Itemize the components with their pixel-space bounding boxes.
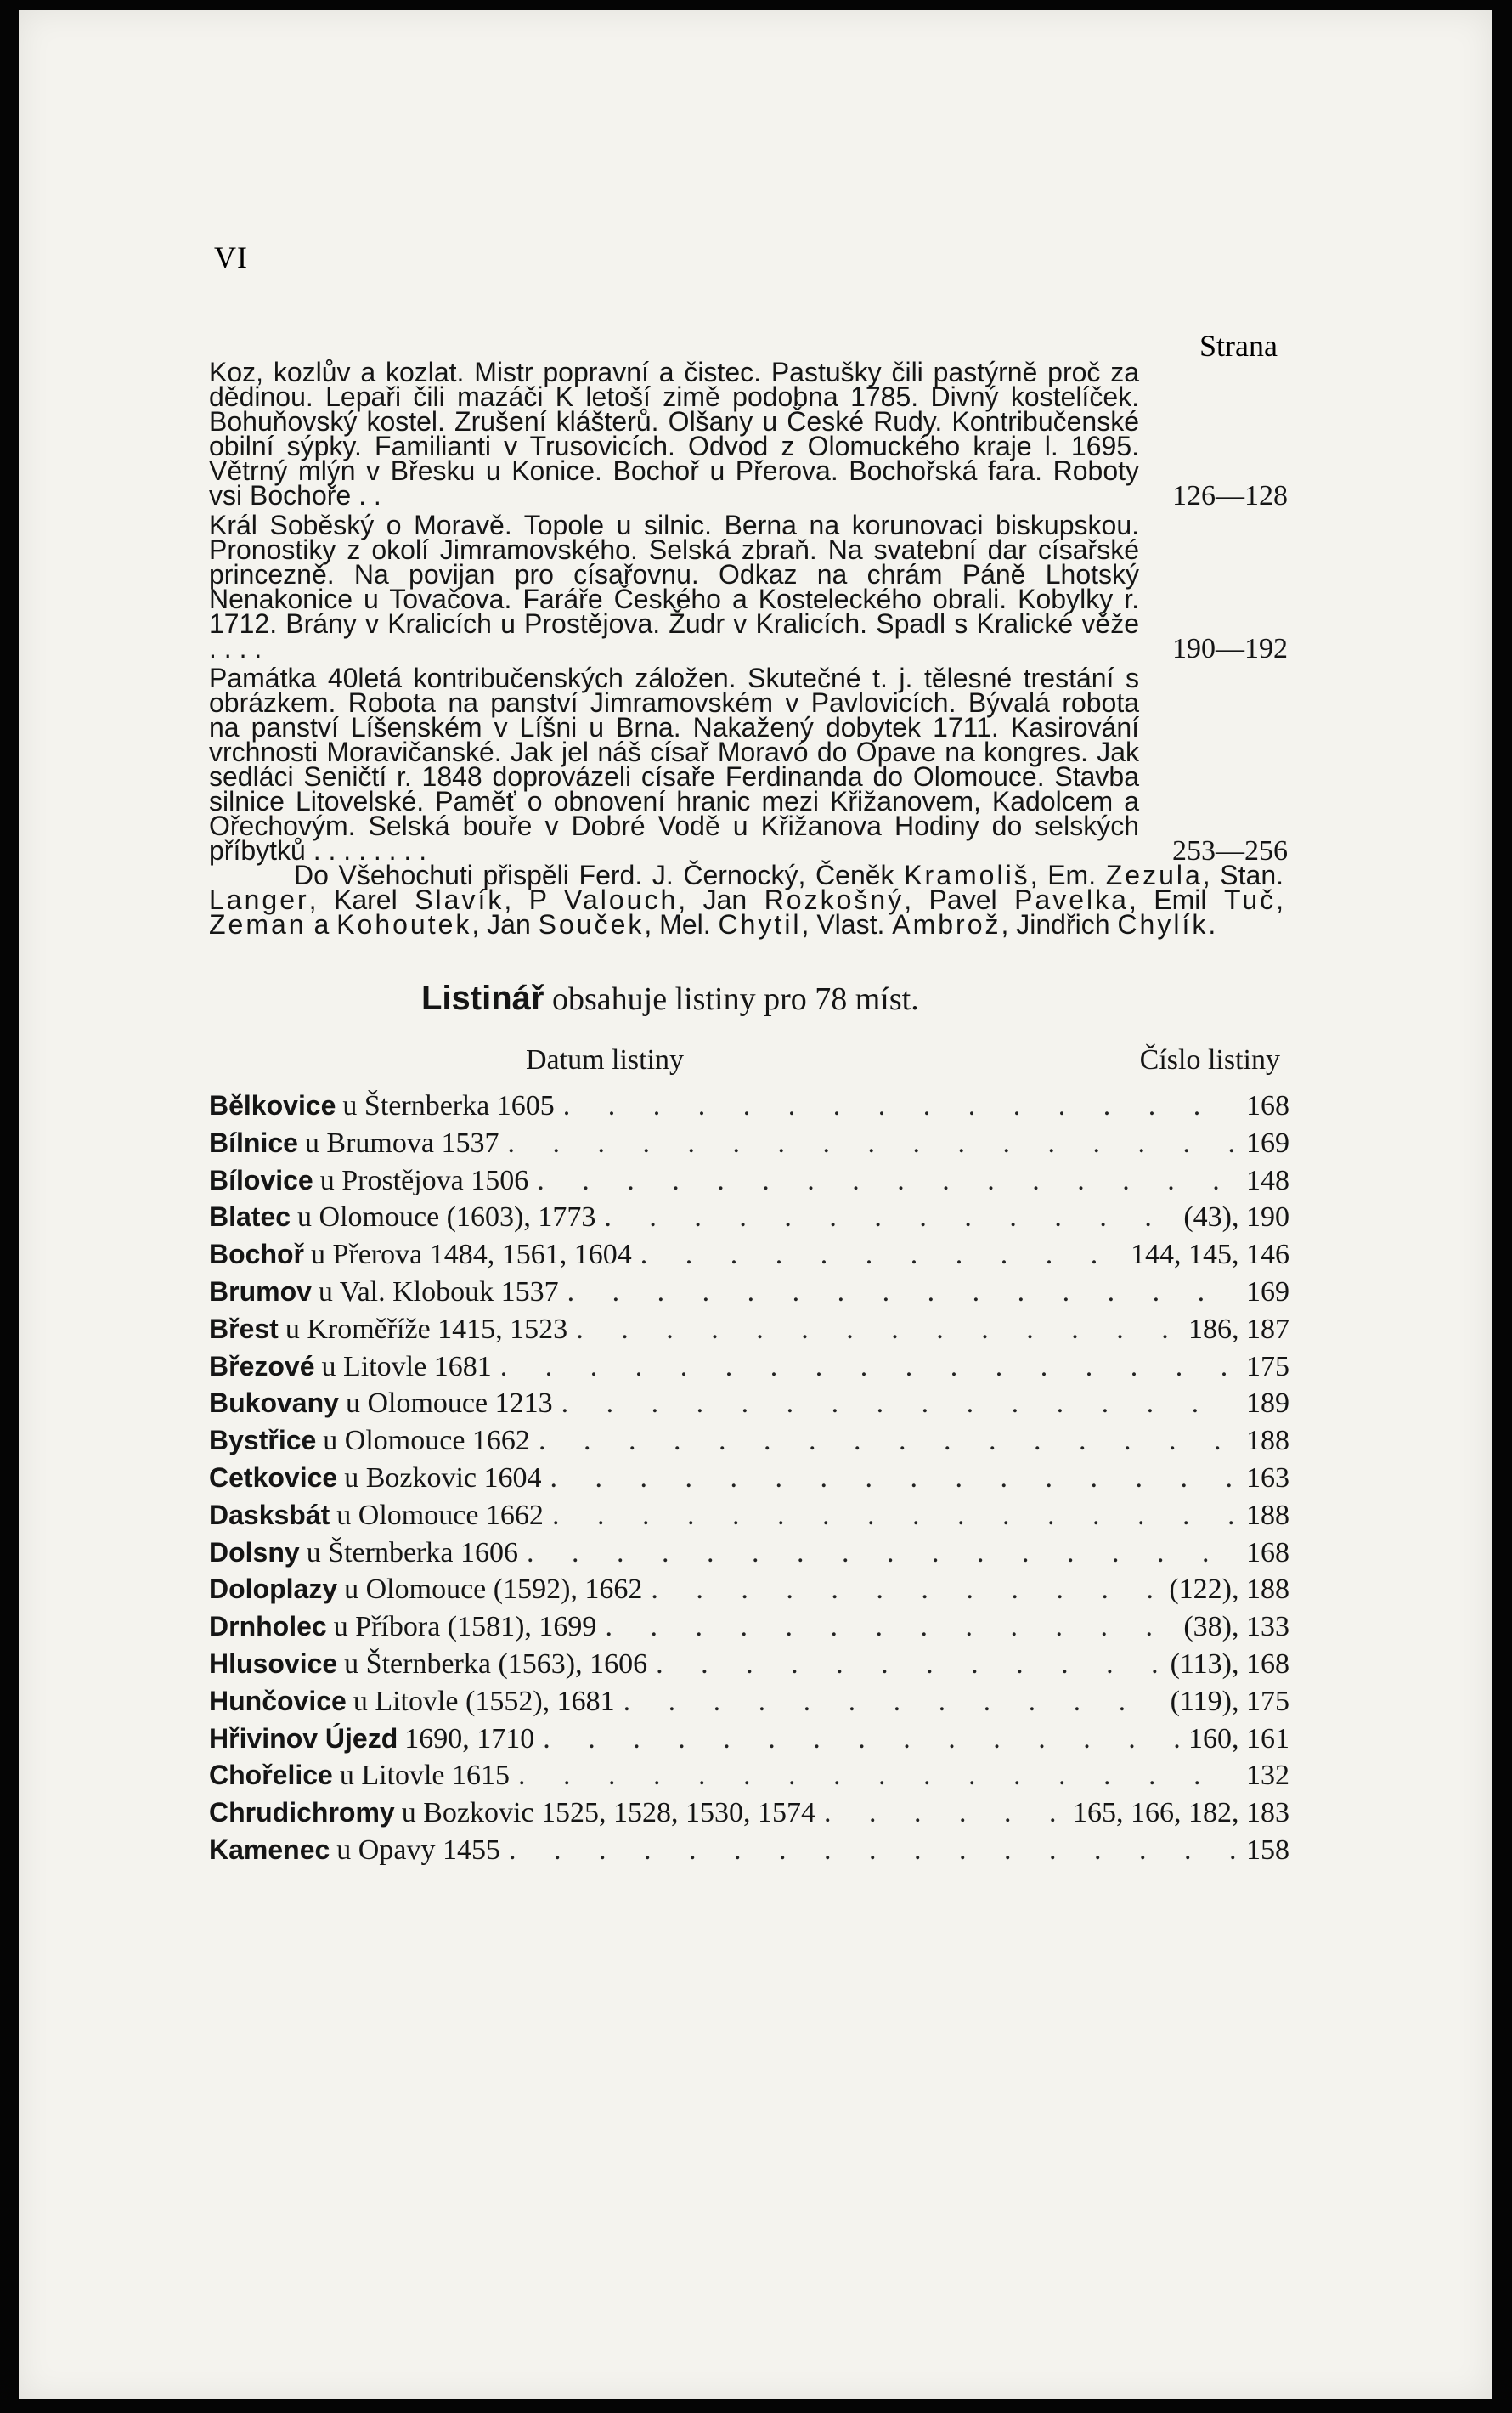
contributors-text: , Mel.	[644, 909, 711, 940]
document-number: 168	[1246, 1536, 1289, 1568]
contributor-name: Slavík	[415, 884, 505, 915]
document-place: Kamenec	[209, 1834, 330, 1865]
document-place: Bělkovice	[209, 1090, 336, 1121]
dot-leader	[527, 1534, 1238, 1572]
document-date: u Brumova 1537	[304, 1127, 499, 1159]
document-number: 188	[1246, 1499, 1289, 1531]
documents-list-header	[526, 1045, 1280, 1076]
document-number: 158	[1246, 1834, 1289, 1866]
document-row	[209, 1236, 1289, 1274]
document-row	[209, 1683, 1289, 1721]
document-row	[209, 1311, 1289, 1348]
dot-leader	[605, 1608, 1175, 1646]
document-place: Hřivinov Újezd	[209, 1722, 398, 1754]
contributor-name: Chylík	[1117, 909, 1209, 940]
contributors-text: , P	[504, 884, 547, 915]
document-date: u Val. Klobouk 1537	[318, 1275, 559, 1308]
document-place: Bílnice	[209, 1127, 298, 1158]
document-row	[209, 1088, 1289, 1125]
document-date: u Příbora (1581), 1699	[333, 1611, 597, 1643]
listinar-title: Listinář	[421, 980, 544, 1017]
document-date: u Litovle (1552), 1681	[353, 1685, 615, 1717]
contributors-text: , Vlast.	[801, 909, 885, 940]
contributor-name: Kramoliš	[904, 860, 1030, 890]
dot-leader	[518, 1757, 1238, 1794]
document-date: u Šternberka 1605	[342, 1090, 555, 1122]
column-date-heading: Datum listiny	[526, 1044, 685, 1076]
document-row	[209, 1497, 1289, 1534]
document-place: Bukovany	[209, 1387, 339, 1419]
document-place: Doloplazy	[209, 1574, 338, 1605]
document-number: 160, 161	[1188, 1722, 1289, 1755]
dot-leader	[561, 1385, 1238, 1422]
document-number: 165, 166, 182, 183	[1073, 1797, 1289, 1829]
document-date: u Prostějova 1506	[319, 1164, 529, 1196]
contributors-text: , Pavel	[904, 884, 997, 915]
document-date: u Opavy 1455	[336, 1834, 500, 1866]
document-date: u Olomouce 1662	[336, 1499, 544, 1531]
contributor-name: Ambrož	[892, 909, 1001, 940]
dot-leader	[500, 1348, 1238, 1386]
document-row	[209, 1162, 1289, 1200]
dot-leader	[623, 1683, 1162, 1721]
dot-leader	[576, 1311, 1180, 1348]
contributor-name: Valouch	[563, 884, 679, 915]
document-date: u Kroměříže 1415, 1523	[285, 1313, 568, 1345]
document-number: 186, 187	[1188, 1313, 1289, 1345]
listinar-heading	[421, 981, 1305, 1016]
contributors-text: , Karel	[308, 884, 398, 915]
dot-leader	[824, 1794, 1064, 1832]
document-row	[209, 1422, 1289, 1460]
contributors-intro: Do Všehochuti přispěli Ferd. J. Černocký, Čeněk	[294, 860, 894, 890]
contributor-name: Rozkošný	[764, 884, 905, 915]
contributor-name: Zezula	[1105, 860, 1203, 890]
page-number: VI	[214, 240, 248, 274]
dot-leader	[550, 1460, 1238, 1497]
page-column-label: Strana	[1199, 329, 1278, 363]
document-row	[209, 1348, 1289, 1386]
dot-leader	[552, 1497, 1238, 1534]
document-number: 168	[1246, 1090, 1289, 1122]
document-number: 169	[1246, 1275, 1289, 1308]
toc-entry-text: Král Soběský o Moravě. Topole u silnic. Berna na korunovaci biskupskou. Pronostiky z okolí Jimramovského. Selská zbraň. Na svatební dar císařské princezně. Na povijan pro císařovnu. Odkaz na chrám Páně Lhotský Nenakonice u Tovačova. Faráře Českého a Kosteleckého obrali. Kobylky r. 1712. Brány v Kralicích u Prostějova. Žudr v Kralicích. Spadl s Kralické věže . . . .	[209, 510, 1139, 664]
dot-leader	[537, 1162, 1238, 1200]
document-date: 1690, 1710	[404, 1722, 535, 1755]
contributor-name: Pavelka	[1014, 884, 1129, 915]
document-row	[209, 1794, 1289, 1832]
document-row	[209, 1274, 1289, 1311]
document-place: Břest	[209, 1313, 279, 1344]
document-number: 188	[1246, 1425, 1289, 1457]
document-place: Březové	[209, 1350, 315, 1382]
contributors-paragraph	[209, 860, 1284, 940]
document-date: u Olomouce (1603), 1773	[297, 1201, 596, 1234]
document-date: u Šternberka (1563), 1606	[344, 1647, 648, 1680]
document-row	[209, 1608, 1289, 1646]
document-row	[209, 1721, 1289, 1758]
contributor-name: Zeman	[209, 909, 307, 940]
contributor-name: Souček	[538, 909, 645, 940]
document-place: Cetkovice	[209, 1461, 338, 1493]
contributors-text: , Emil	[1128, 884, 1207, 915]
dot-leader	[507, 1125, 1238, 1162]
dot-leader	[543, 1721, 1180, 1758]
document-place: Hlusovice	[209, 1647, 338, 1679]
dot-leader	[563, 1088, 1238, 1125]
document-place: Chořelice	[209, 1760, 333, 1791]
document-date: u Litovle 1615	[339, 1760, 511, 1792]
toc-entry	[209, 663, 1288, 867]
contributor-name: Kohoutek	[336, 909, 472, 940]
document-date: u Litovle 1681	[321, 1350, 492, 1382]
document-place: Bílovice	[209, 1164, 313, 1195]
dot-leader	[640, 1236, 1122, 1274]
document-row	[209, 1385, 1289, 1422]
toc-entry	[209, 357, 1288, 511]
document-row	[209, 1534, 1289, 1572]
contributors-text: , Stan.	[1202, 860, 1284, 890]
document-number: (119), 175	[1170, 1685, 1289, 1717]
document-row	[209, 1646, 1289, 1683]
contributors-text: .	[1208, 909, 1216, 940]
toc-entry-text: Koz, kozlův a kozlat. Mistr popravní a čistec. Pastušky čili pastýrně proč za dědinou. Lepaři čili mazáči K letoší zimě podobna 1785. Divný kostelíček. Bohuňovský kostel. Zrušení klášterů. Olšany u České Rudy. Kontribučenské obilní sýpky. Familianti v Trusovicích. Odvod z Olomuckého kraje l. 1695. Větrný mlýn v Břesku u Konice. Bochoř u Přerova. Bochořská fara. Roboty vsi Bochoře . .	[209, 357, 1139, 511]
toc-entry-pages: 253—256	[1172, 835, 1288, 867]
document-number: 189	[1246, 1387, 1289, 1420]
column-number-heading: Číslo listiny	[1139, 1044, 1280, 1076]
document-number: (122), 188	[1169, 1574, 1289, 1606]
document-number: (43), 190	[1183, 1201, 1289, 1234]
document-date: u Olomouce (1592), 1662	[344, 1574, 643, 1606]
document-row	[209, 1199, 1289, 1236]
document-row	[209, 1460, 1289, 1497]
document-row	[209, 1125, 1289, 1162]
document-number: 163	[1246, 1461, 1289, 1494]
toc-entry	[209, 510, 1288, 664]
document-date: u Šternberka 1606	[306, 1536, 518, 1568]
contributors-text: , Jan	[471, 909, 531, 940]
contributors-text: , Em.	[1030, 860, 1097, 890]
contributors-text: , Jindřich	[1001, 909, 1110, 940]
document-number: 175	[1246, 1350, 1289, 1382]
document-place: Brumov	[209, 1275, 312, 1307]
document-number: 144, 145, 146	[1131, 1239, 1289, 1271]
dot-leader	[651, 1571, 1160, 1608]
document-date: u Bozkovic 1525, 1528, 1530, 1574	[401, 1797, 815, 1829]
document-place: Drnholec	[209, 1611, 327, 1642]
document-number: (113), 168	[1170, 1647, 1289, 1680]
document-number: 148	[1246, 1164, 1289, 1196]
document-place: Dolsny	[209, 1536, 300, 1568]
document-date: u Olomouce 1662	[323, 1425, 530, 1457]
documents-list	[209, 1088, 1289, 1869]
document-row	[209, 1757, 1289, 1794]
listinar-text: obsahuje listiny pro 78 míst.	[551, 981, 919, 1017]
document-date: u Olomouce 1213	[345, 1387, 553, 1420]
dot-leader	[567, 1274, 1238, 1311]
document-place: Hunčovice	[209, 1685, 347, 1716]
contributor-name: Langer	[209, 884, 309, 915]
book-page	[19, 10, 1492, 2399]
contributor-name: Tuč	[1224, 884, 1277, 915]
contributors-text: a	[313, 909, 330, 940]
document-number: 169	[1246, 1127, 1289, 1159]
document-date: u Bozkovic 1604	[344, 1461, 542, 1494]
document-place: Bystřice	[209, 1425, 317, 1456]
document-date: u Přerova 1484, 1561, 1604	[311, 1239, 632, 1271]
contributors-text: , Jan	[678, 884, 748, 915]
toc-entry-text: Památka 40letá kontribučenských záložen. Skutečné t. j. tělesné trestání s obrázkem. Robota na panství Jimramovském v Pavlovicích. Bývalá robota na panství Líšenském v Líšni u Brna. Nakažený dobytek 1711. Kasirování vrchnosti Moravičanské. Jak jel náš císař Moravó do Opave na kongres. Jak sedláci Seničtí r. 1848 doprovázeli císaře Ferdinanda do Olomouce. Stavba silnice Litovelské. Paměť o obnovení hranic mezi Křižanovem, Kadolcem a Ořechovým. Selská bouře v Dobré Vodě u Křižanova Hodiny do selských příbytků . . . . . . . .	[209, 663, 1139, 866]
contributor-name: Chytil	[718, 909, 802, 940]
dot-leader	[604, 1199, 1175, 1236]
document-place: Blatec	[209, 1201, 291, 1233]
document-number: 132	[1246, 1760, 1289, 1792]
toc-entry-pages: 126—128	[1172, 480, 1288, 511]
dot-leader	[656, 1646, 1162, 1683]
document-number: (38), 133	[1183, 1611, 1289, 1643]
contributors-text: ,	[1276, 884, 1284, 915]
document-row	[209, 1832, 1289, 1869]
page-content	[209, 357, 1305, 1869]
dot-leader	[539, 1422, 1238, 1460]
dot-leader	[509, 1832, 1238, 1869]
document-place: Dasksbát	[209, 1499, 330, 1530]
document-place: Bochoř	[209, 1239, 304, 1270]
document-place: Chrudichromy	[209, 1797, 395, 1828]
document-row	[209, 1571, 1289, 1608]
toc-entry-pages: 190—192	[1172, 633, 1288, 664]
